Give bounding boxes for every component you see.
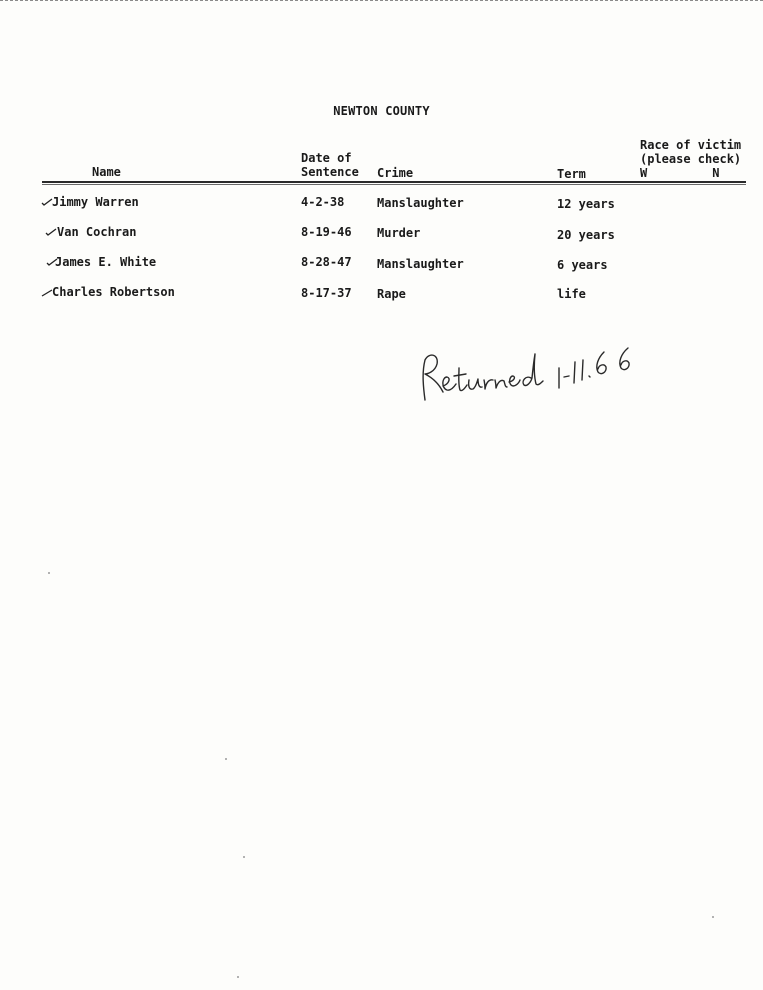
table-row-name: James E. White bbox=[55, 255, 157, 269]
table-row-date: 8-28-47 bbox=[301, 255, 352, 269]
scan-speck bbox=[243, 856, 245, 858]
scan-speck bbox=[712, 916, 714, 918]
header-rule bbox=[42, 181, 746, 183]
table-row-term: life bbox=[557, 287, 586, 301]
page-title: NEWTON COUNTY bbox=[333, 104, 430, 118]
column-header-race-of-victim: Race of victim (please check) W N bbox=[640, 138, 742, 180]
column-header-date-of-sentence: Date of Sentence bbox=[301, 151, 359, 179]
table-row-crime: Rape bbox=[377, 287, 406, 301]
column-header-crime: Crime bbox=[377, 166, 414, 180]
table-row-name: Van Cochran bbox=[57, 225, 137, 239]
checkmark-icon bbox=[45, 228, 57, 236]
scan-speck bbox=[225, 758, 227, 760]
table-row-term: 6 years bbox=[557, 258, 608, 272]
table-row-date: 8-19-46 bbox=[301, 225, 352, 239]
column-header-name: Name bbox=[92, 165, 121, 179]
page-top-edge bbox=[0, 0, 763, 6]
scan-speck bbox=[48, 572, 50, 574]
table-row-name: Jimmy Warren bbox=[52, 195, 139, 209]
handwritten-returned-annotation bbox=[413, 330, 653, 410]
table-row-date: 8-17-37 bbox=[301, 286, 352, 300]
scan-speck bbox=[237, 976, 239, 978]
header-rule-secondary bbox=[42, 184, 746, 185]
table-row-term: 12 years bbox=[557, 197, 615, 211]
table-row-crime: Murder bbox=[377, 226, 421, 240]
table-row-crime: Manslaughter bbox=[377, 257, 464, 271]
column-header-term: Term bbox=[557, 167, 586, 181]
table-row-name: Charles Robertson bbox=[52, 285, 175, 299]
table-row-term: 20 years bbox=[557, 228, 615, 242]
table-row-crime: Manslaughter bbox=[377, 196, 464, 210]
table-row-date: 4-2-38 bbox=[301, 195, 345, 209]
